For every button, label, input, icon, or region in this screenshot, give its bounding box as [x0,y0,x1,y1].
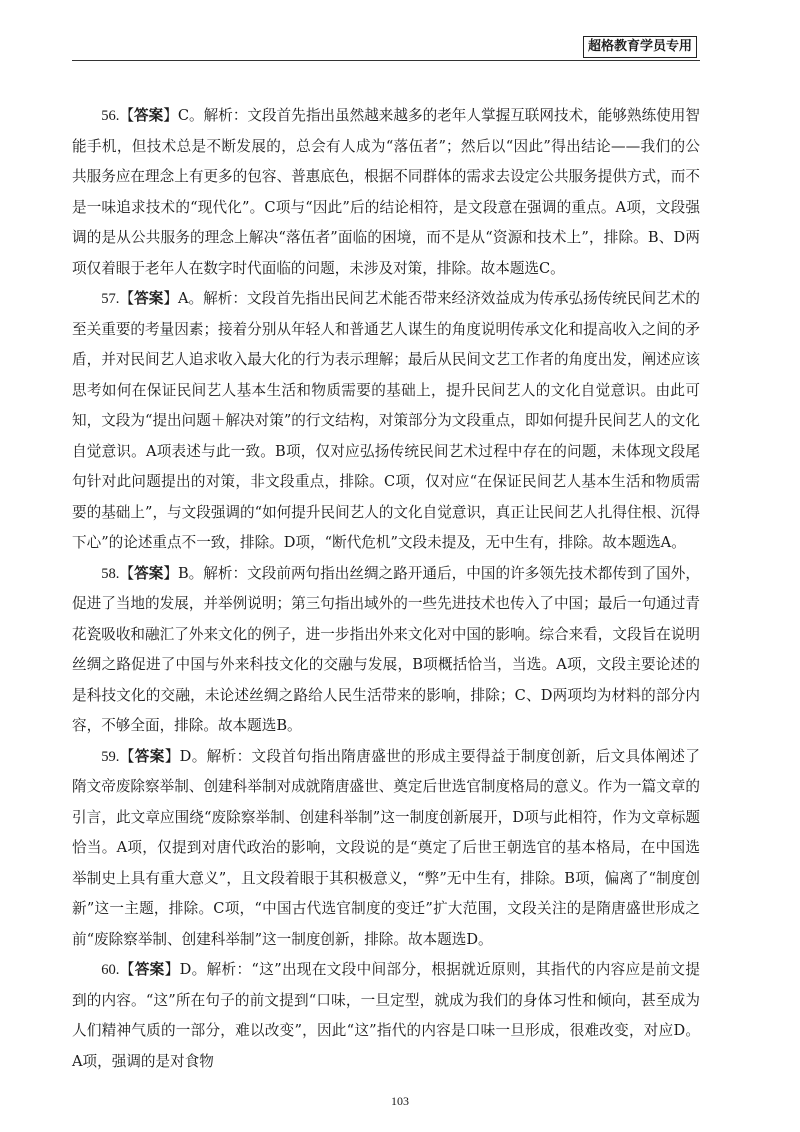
question-number: 57. [101,291,120,307]
answer-label: 答案 [134,747,165,765]
question-number: 56. [101,108,120,124]
question-number: 59. [101,748,120,765]
bracket-close: 】 [164,747,180,765]
explanation-text: A。解析：文段首先指出民间艺术能否带来经济效益成为传承弘扬传统民间艺术的至关重要的考量因素；接着分别从年轻人和普通艺人谋生的角度说明传承文化和提高收入之间的矛盾，并对民间艺人追求收入最大化的行为表示理解；最后从民间文艺工作者的角度出发，阐述应该思考如何在保证民间艺人基本生活和物质需要的基础上，提升民间艺人的文化自觉意识。由此可知，文段为“提出问题＋解决对策”的行文结构，对策部分为文段重点，即如何提升民间艺人的文化自觉意识。A项表述与此一致。B项，仅对应弘扬传统民间艺术过程中存在的问题，未体现文段尾句针对此问题提出的对策，非文段重点，排除。C项，仅对应“在保证民间艺人基本生活和物质需要的基础上”，与文段强调的“如何提升民间艺人的文化自觉意识，真正让民间艺人扎得住根、沉得下心”的论述重点不一致，排除。D项，“断代危机”文段未提及，无中生有，排除。故本题选A。 [72,290,700,551]
question-56-explanation [72,101,700,284]
page-number: 103 [391,1094,409,1108]
answer-label: 答案 [134,961,165,978]
explanation-text: B。解析：文段前两句指出丝绸之路开通后，中国的许多领先技术都传到了国外，促进了当地的发展，并举例说明；第三句指出域外的一些先进技术也传入了中国；最后一句通过青花瓷吸收和融汇了外来文化的例子，进一步指出外来文化对中国的影响。综合来看，文段旨在说明丝绸之路促进了中国与外来科技文化的交融与发展，B项概括恰当，当选。A项，文段主要论述的是科技文化的交融，未论述丝绸之路给人民生活带来的影响，排除；C、D两项均为材料的部分内容，不够全面，排除。故本题选B。 [72,564,700,734]
question-59-explanation [72,742,700,956]
question-number: 58. [101,565,120,582]
explanation-text: D。解析：文段首句指出隋唐盛世的形成主要得益于制度创新，后文具体阐述了隋文帝废除察举制、创建科举制对成就隋唐盛世、奠定后世选官制度格局的意义。作为一篇文章的引言，此文章应围绕“废除察举制、创建科举制”这一制度创新展开，D项与此相符，作为文章标题恰当。A项，仅提到对唐代政治的影响，文段说的是“奠定了后世王朝选官的基本格局，在中国选举制史上具有重大意义”，且文段着眼于其积极意义，“弊”无中生有，排除。B项，偏离了“制度创新”这一主题，排除。C项，“中国古代选官制度的变迁”扩大范围，文段关注的是隋唐盛世形成之前“废除察举制、创建科举制”这一制度创新，排除。故本题选D。 [72,747,700,948]
bracket-close: 】 [163,564,178,582]
answer-label: 答案 [134,290,164,307]
header-divider [72,60,700,61]
bracket-open: 【 [119,961,135,978]
answer-label: 答案 [134,564,164,582]
bracket-open: 【 [119,564,135,582]
question-58-explanation [72,559,700,742]
bracket-close: 】 [163,107,178,124]
bracket-open: 【 [119,747,135,765]
question-57-explanation [72,284,700,559]
bracket-open: 【 [119,107,135,124]
bracket-close: 】 [163,290,178,307]
bracket-open: 【 [119,290,135,307]
explanation-text: D。解析：“这”出现在文段中间部分，根据就近原则，其指代的内容应是前文提到的内容。“这”所在句子的前文提到“口味，一旦定型，就成为我们的身体习性和倾向，甚至成为人们精神气质的一部分，难以改变”，因此“这”指代的内容是口味一旦形成，很难改变，对应D。A项，强调的是对食物 [72,961,700,1070]
answer-label: 答案 [134,107,164,124]
header-label: 超格教育学员专用 [583,36,697,58]
bracket-close: 】 [164,961,180,978]
question-60-explanation [72,955,700,1077]
answer-explanations [72,101,700,1077]
question-number: 60. [101,962,120,978]
explanation-text: C。解析：文段首先指出虽然越来越多的老年人掌握互联网技术，能够熟练使用智能手机，但技术总是不断发展的，总会有人成为“落伍者”；然后以“因此”得出结论——我们的公共服务应在理念上有更多的包容、普惠底色，根据不同群体的需求去设定公共服务提供方式，而不是一味追求技术的“现代化”。C项与“因此”后的结论相符，是文段意在强调的重点。A项，文段强调的是从公共服务的理念上解决“落伍者”面临的困境，而不是从“资源和技术上”，排除。B、D两项仅着眼于老年人在数字时代面临的问题，未涉及对策，排除。故本题选C。 [72,107,700,277]
